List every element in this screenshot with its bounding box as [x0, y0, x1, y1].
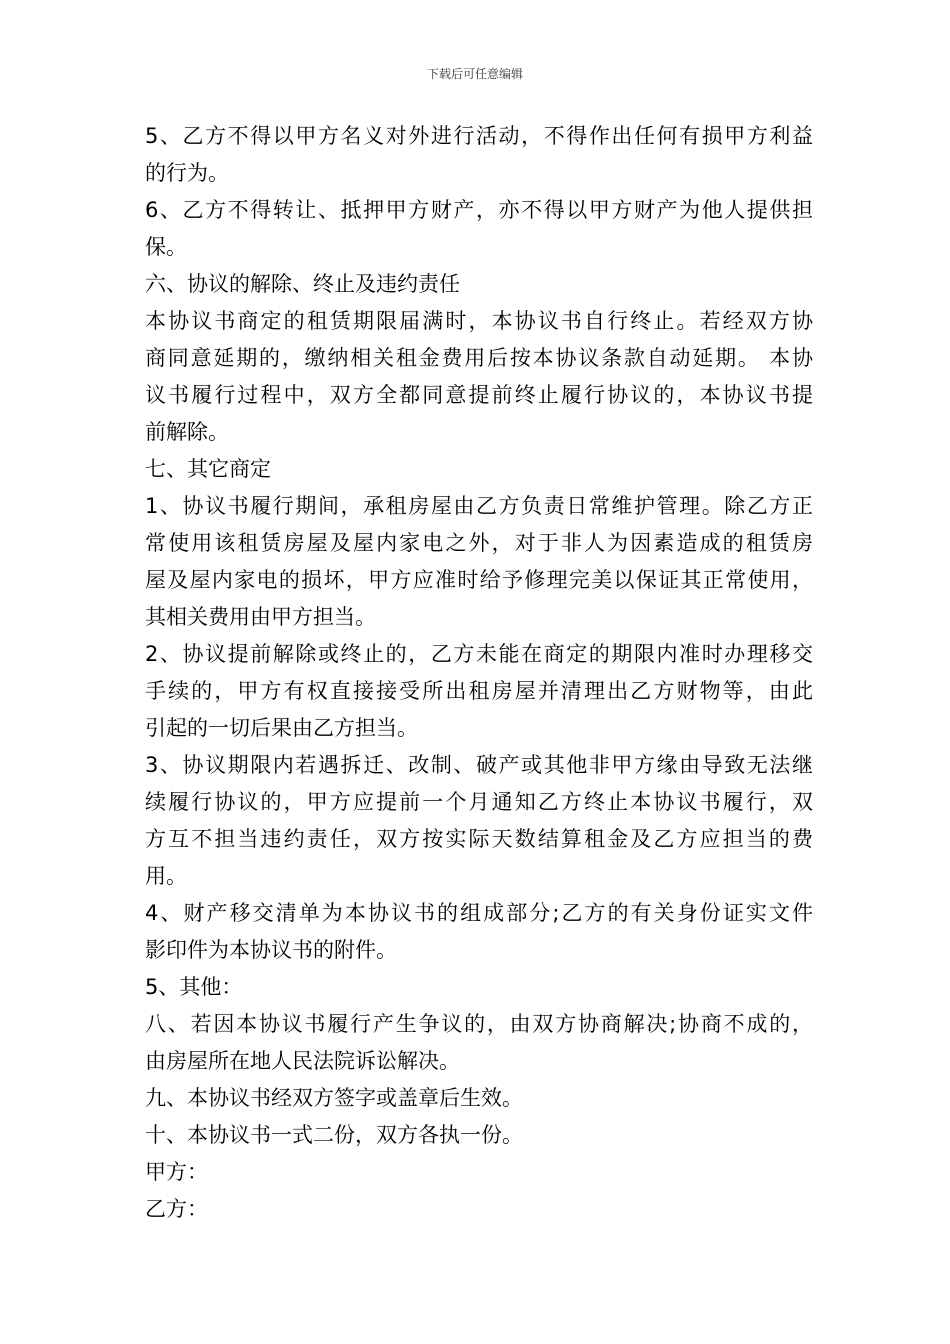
text-line: 本协议书商定的租赁期限届满时，本协议书自行终止。若经双方协	[145, 309, 813, 333]
text-line: 引起的一切后果由乙方担当。	[145, 716, 418, 740]
text-line: 续履行协议的，甲方应提前一个月通知乙方终止本协议书履行，双	[145, 790, 813, 814]
text-line: 商同意延期的，缴纳相关租金费用后按本协议条款自动延期。 本协	[145, 346, 813, 370]
text-line: 影印件为本协议书的附件。	[145, 938, 397, 962]
signature-label-party-b: 乙方：	[145, 1197, 208, 1221]
text-line: 八、若因本协议书履行产生争议的，由双方协商解决;协商不成的，	[145, 1012, 813, 1036]
text-line: 1、协议书履行期间，承租房屋由乙方负责日常维护管理。除乙方正	[145, 494, 813, 518]
text-line: 前解除。	[145, 420, 229, 444]
page-header: 下载后可任意编辑	[426, 67, 523, 81]
text-line: 屋及屋内家电的损坏，甲方应准时给予修理完美以保证其正常使用，	[145, 568, 813, 592]
text-line: 2、协议提前解除或终止的，乙方未能在商定的期限内准时办理移交	[145, 642, 813, 666]
text-line: 手续的，甲方有权直接接受所出租房屋并清理出乙方财物等，由此	[145, 679, 813, 703]
text-line: 方互不担当违约责任，双方按实际天数结算租金及乙方应担当的费	[145, 827, 813, 851]
text-line: 5、其他：	[145, 975, 243, 999]
document-body	[145, 118, 813, 1228]
text-line: 5、乙方不得以甲方名义对外进行活动，不得作出任何有损甲方利益	[145, 124, 813, 148]
section-heading: 七、其它商定	[145, 457, 271, 481]
text-line: 其相关费用由甲方担当。	[145, 605, 376, 629]
section-heading: 六、协议的解除、终止及违约责任	[145, 272, 460, 296]
text-line: 保。	[145, 235, 187, 259]
text-line: 议书履行过程中，双方全都同意提前终止履行协议的，本协议书提	[145, 383, 813, 407]
text-line: 4、财产移交清单为本协议书的组成部分;乙方的有关身份证实文件	[145, 901, 813, 925]
text-line: 的行为。	[145, 161, 229, 185]
text-line: 九、本协议书经双方签字或盖章后生效。	[145, 1086, 523, 1110]
text-line: 十、本协议书一式二份，双方各执一份。	[145, 1123, 523, 1147]
text-line: 由房屋所在地人民法院诉讼解决。	[145, 1049, 460, 1073]
text-line: 3、协议期限内若遇拆迁、改制、破产或其他非甲方缘由导致无法继	[145, 753, 813, 777]
text-line: 用。	[145, 864, 187, 888]
signature-label-party-a: 甲方：	[145, 1160, 208, 1184]
text-line: 6、乙方不得转让、抵押甲方财产，亦不得以甲方财产为他人提供担	[145, 198, 813, 222]
text-line: 常使用该租赁房屋及屋内家电之外，对于非人为因素造成的租赁房	[145, 531, 813, 555]
